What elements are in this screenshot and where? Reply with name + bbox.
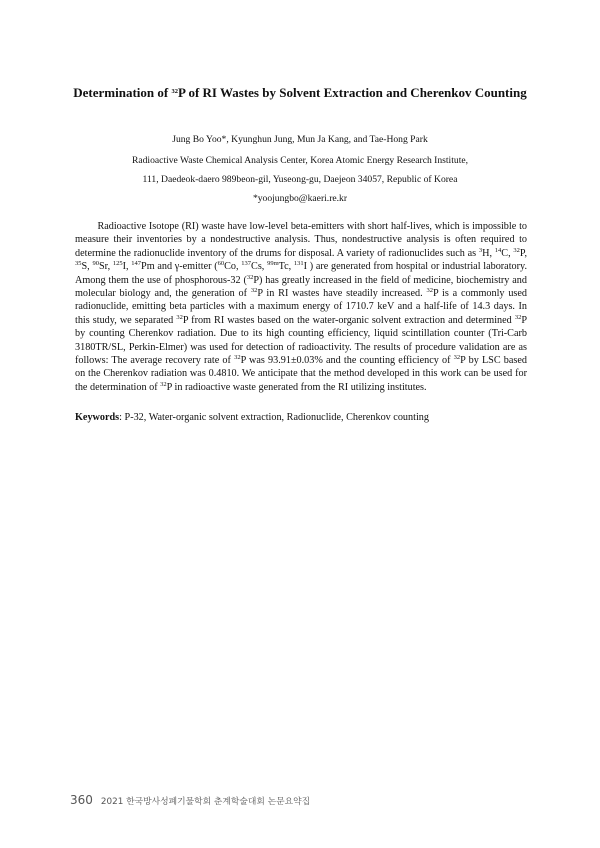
- abstract-text: P is a commonly used radionuclide, emitting beta particles with a maximum energy of 1710.7 keV and a half-life of 14.3 days. In this study, we separated: [75, 288, 527, 326]
- abstract-superscript: 32: [513, 246, 520, 254]
- abstract-superscript: 3: [478, 246, 483, 254]
- abstract-superscript: 14: [494, 246, 502, 254]
- abstract-text: Co,: [224, 261, 242, 273]
- abstract-superscript: 99m: [267, 260, 279, 268]
- abstract-superscript: 131: [293, 260, 304, 268]
- abstract-text: P in RI wastes have steadily increased.: [257, 288, 427, 300]
- abstract-superscript: 60: [217, 260, 225, 268]
- abstract-text: P) has greatly increased in the field of medicine, biochemistry and molecular biology and, the generation of: [75, 274, 527, 300]
- abstract-text: Cs,: [251, 261, 268, 273]
- abstract-text: S,: [81, 261, 93, 273]
- page-number: 360: [70, 793, 93, 807]
- abstract-text: P from RI wastes based on the water-organic solvent extraction and determined: [182, 314, 515, 326]
- abstract-text: P by LSC based on the Cherenkov radiation was 0.4810. We anticipate that the method developed in this work can be used for the determination of: [75, 355, 527, 393]
- abstract-superscript: 90: [92, 260, 99, 268]
- abstract-text: H,: [482, 247, 495, 259]
- abstract-text: Radioactive Isotope (RI) waste have low-level beta-emitters with short half-lives, which is impossible to measure their inventories by a nondestructive analysis. Thus, nondestructive analysis is often required to determine the radionuclide inventory of the drums for disposal. A variety of radionuclides such as: [75, 221, 527, 259]
- keywords-label: Keywords: [75, 412, 120, 423]
- title-text: Determination of: [73, 85, 172, 100]
- abstract-superscript: 35: [75, 260, 82, 268]
- abstract-text: P was 93.91±0.03% and the counting efficiency of: [240, 355, 454, 367]
- abstract-text: I,: [122, 261, 132, 273]
- title-text: P of RI Wastes by Solvent Extraction and Cherenkov Counting: [177, 85, 527, 100]
- abstract-text: C,: [501, 247, 514, 259]
- abstract-text: P by counting Cherenkov radiation. Due to its high counting efficiency, liquid scintillation counter (Tri-Carb 3180TR/SL, Perkin-Elmer) was used for detection of radioactivity. The results of procedure validation are as follows: The average recovery rate of: [75, 314, 527, 367]
- keywords: [75, 412, 527, 423]
- title-superscript: 32: [171, 88, 178, 95]
- abstract-superscript: 32: [514, 313, 522, 321]
- abstract-superscript: 147: [131, 260, 142, 268]
- abstract-superscript: 32: [453, 354, 461, 362]
- paper-title: [70, 84, 530, 102]
- address: 111, Daedeok-daero 989beon-gil, Yuseong-gu, Daejeon 34057, Republic of Korea: [142, 174, 458, 185]
- abstract-text: P,: [519, 247, 527, 259]
- affiliation: Radioactive Waste Chemical Analysis Center, Korea Atomic Energy Research Institute,: [131, 155, 469, 166]
- abstract-superscript: 32: [250, 287, 258, 295]
- page-footer: [70, 793, 310, 807]
- abstract-superscript: 32: [246, 273, 254, 281]
- abstract-text: Pm and γ-emitter (: [141, 261, 218, 273]
- abstract-superscript: 32: [160, 380, 167, 388]
- abstract-text: I ) are generated from hospital or industrial laboratory. Among them the use of phosphorous-32 (: [75, 261, 527, 286]
- abstract-superscript: 137: [241, 260, 252, 268]
- abstract-superscript: 32: [176, 313, 183, 321]
- corresponding-email: *yoojungbo@kaeri.re.kr: [252, 193, 348, 204]
- author-list: Jung Bo Yoo*, Kyunghun Jung, Mun Ja Kang, and Tae-Hong Park: [172, 134, 428, 145]
- keywords-text: : P-32, Water-organic solvent extraction, Radionuclide, Cherenkov counting: [119, 412, 429, 423]
- abstract-text: Sr,: [98, 261, 113, 273]
- abstract-text: Tc,: [278, 261, 294, 273]
- abstract-superscript: 32: [426, 287, 433, 295]
- abstract-text: P in radioactive waste generated from the RI utilizing institutes.: [166, 381, 427, 393]
- abstract-superscript: 32: [234, 354, 241, 362]
- abstract: [75, 220, 527, 394]
- proceedings-name: 2021 한국방사성폐기물학회 춘계학술대회 논문요약집: [100, 797, 311, 807]
- abstract-superscript: 125: [112, 260, 123, 268]
